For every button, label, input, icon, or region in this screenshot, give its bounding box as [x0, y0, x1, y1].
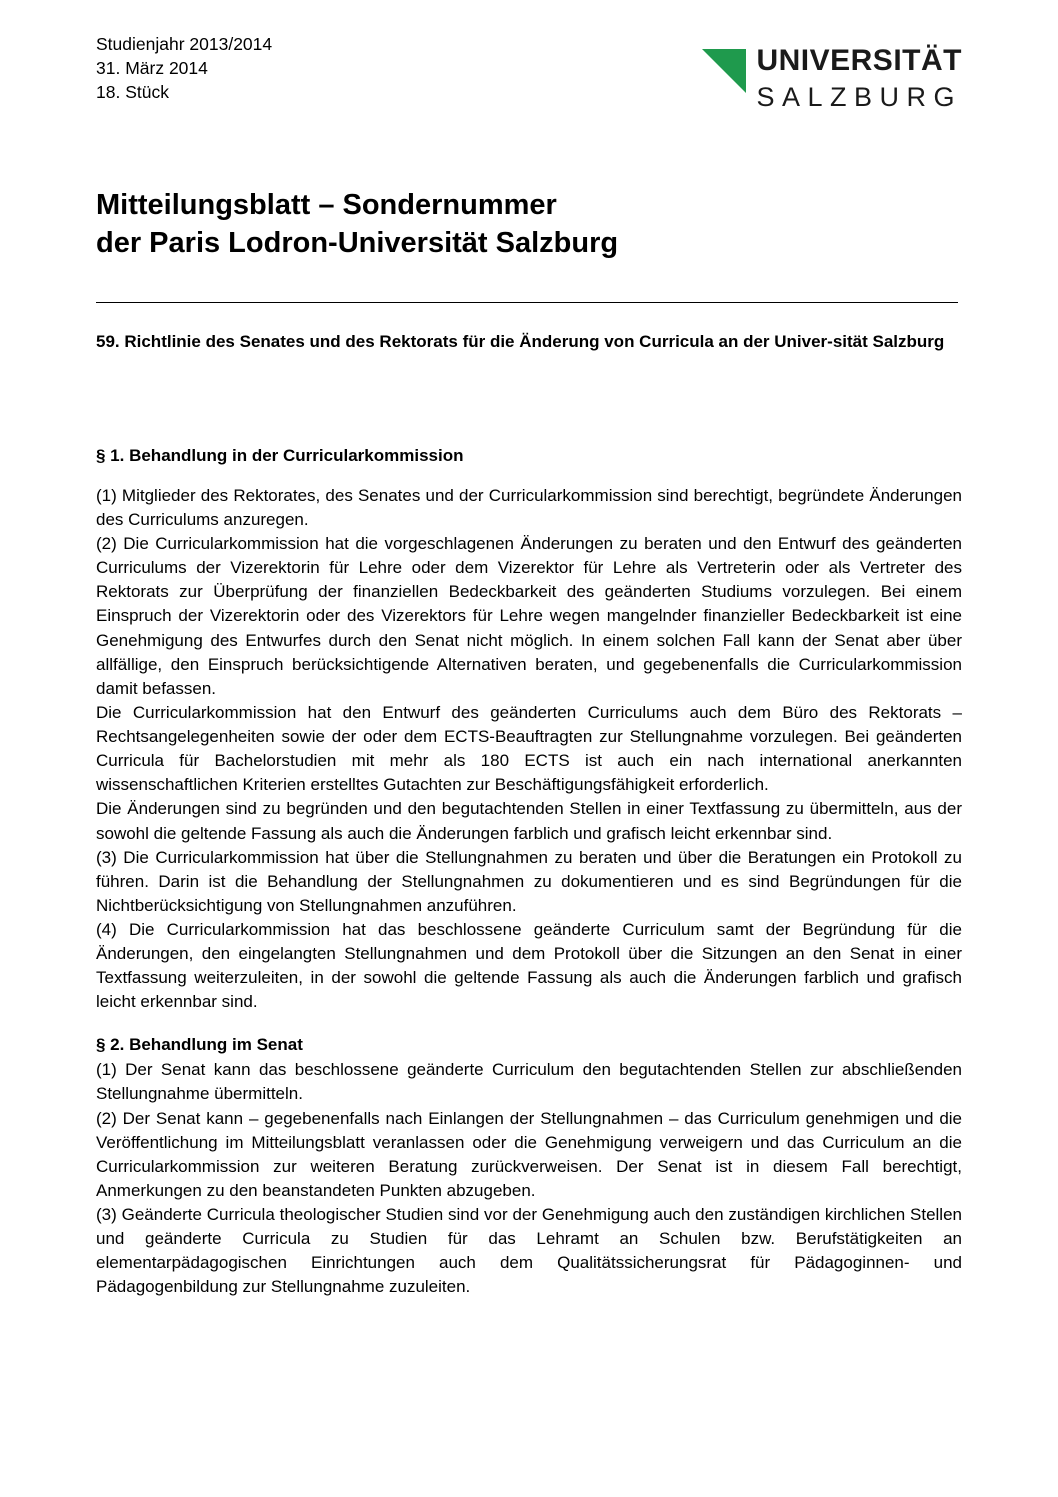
university-logo [702, 46, 962, 113]
section-1-heading: § 1. Behandlung in der Curricularkommission [96, 446, 464, 465]
issue-date: 31. März 2014 [96, 58, 208, 78]
section-1-paragraph-4: Die Änderungen sind zu begründen und den begutachtenden Stellen in einer Textfassung zu übermitteln, aus der sowohl die geltende Fassung als auch die Änderungen farblich und grafisch leicht erkennbar sind. [96, 799, 962, 843]
section-1-paragraph-5: (3) Die Curricularkommission hat über die Stellungnahmen zu beraten und über die Beratungen ein Protokoll zu führen. Darin ist die Behandlung der Stellungnahmen zu dokumentieren und es sind Begründungen für die Nichtberücksichtigung von Stellungnahmen anzuführen. [96, 847, 962, 915]
logo-line-universitaet: UNIVERSITÄT [756, 44, 962, 77]
section-spacer [96, 1015, 962, 1033]
issue-number: 18. Stück [96, 82, 169, 102]
logo-text [756, 46, 962, 113]
logo-line-salzburg: SALZBURG [756, 82, 962, 112]
section-1-paragraph-3: Die Curricularkommission hat den Entwurf des geänderten Curriculums auch dem Büro des Rektorats – Rechtsangelegenheiten sowie der oder dem ECTS-Beauftragten zur Stellungnahme vorzulegen. Bei geänderten Curricula für Bachelorstudien mit mehr als 180 ECTS ist auch ein nach international anerkannten wissenschaftlichen Kriterien erstelltes Gutachten zur Beschäftigungsfähigkeit erforderlich. [96, 702, 962, 795]
page-title [96, 186, 962, 263]
document-body [96, 444, 962, 1300]
section-1-paragraph-1: (1) Mitglieder des Rektorates, des Senates und der Curricularkommission sind berechtigt, begründete Änderungen des Curriculums anzuregen. [96, 485, 962, 529]
section-2-heading: § 2. Behandlung im Senat [96, 1034, 303, 1054]
title-line-1: Mitteilungsblatt – Sondernummer [96, 189, 557, 221]
section-2 [96, 1033, 962, 1300]
title-line-2: der Paris Lodron-Universität Salzburg [96, 227, 619, 260]
section-1-paragraph-6: (4) Die Curricularkommission hat das beschlossene geänderte Curriculum samt der Begründung für die Änderungen, den eingelangten Stellungnahmen und dem Protokoll über die Sitzungen an den Senat in einer Textfassung weiterzuleiten, in der sowohl die geltende Fassung als auch die Änderungen farblich und grafisch leicht erkennbar sind. [96, 920, 962, 1012]
document-subtitle: 59. Richtlinie des Senates und des Rektorats für die Änderung von Curricula an der Univer-sität Salzburg [96, 332, 945, 351]
section-2-paragraph-3: (3) Geänderte Curricula theologischer Studien sind vor der Genehmigung auch den zuständigen kirchlichen Stellen und geänderte Curricula zu Studien für das Lehramt an Schulen bzw. Berufstätigkeiten an elementarpädagogischen Einrichtungen auch dem Qualitätssicherungsrat für Pädagoginnen- und Pädagogenbildung zur Stellungnahme zuzuleiten. [96, 1205, 962, 1297]
title-divider [96, 302, 958, 303]
section-2-paragraph-2: (2) Der Senat kann – gegebenenfalls nach Einlangen der Stellungnahmen – das Curriculum genehmigen und die Veröffentlichung im Mitteilungsblatt veranlassen oder die Genehmigung verweigern und das Curriculum an die Curricularkommission zur weiteren Beratung zurückverweisen. Der Senat ist in diesem Fall berechtigt, Anmerkungen zu den beanstandeten Punkten abzugeben. [96, 1108, 962, 1200]
section-1-paragraph-2: (2) Die Curricularkommission hat die vorgeschlagenen Änderungen zu beraten und den Entwurf des geänderten Curriculums der Vizerektorin für Lehre oder dem Vizerektor für Lehre als Vertreterin oder als Vertreter des Rektorats zur Überprüfung der finanziellen Bedeckbarkeit des geänderten Studiums vorzulegen. Bei einem Einspruch der Vizerektorin oder des Vizerektors für Lehre wegen mangelnder finanzieller Bedeckbarkeit ist eine Genehmigung des Entwurfes durch den Senat nicht möglich. In einem solchen Fall kann der Senat aber über allfällige, den Einspruch berücksichtigende Alternativen beraten, und gegebenenfalls die Curricularkommission damit befassen. [96, 534, 962, 698]
section-2-paragraph-1: (1) Der Senat kann das beschlossene geänderte Curriculum den begutachtenden Stellen zur abschließenden Stellungnahme übermitteln. [96, 1060, 962, 1104]
section-1 [96, 444, 962, 1015]
page-header [96, 32, 962, 112]
issue-year: Studienjahr 2013/2014 [96, 34, 273, 54]
issue-info [96, 32, 272, 104]
logo-mark-icon [702, 49, 746, 93]
